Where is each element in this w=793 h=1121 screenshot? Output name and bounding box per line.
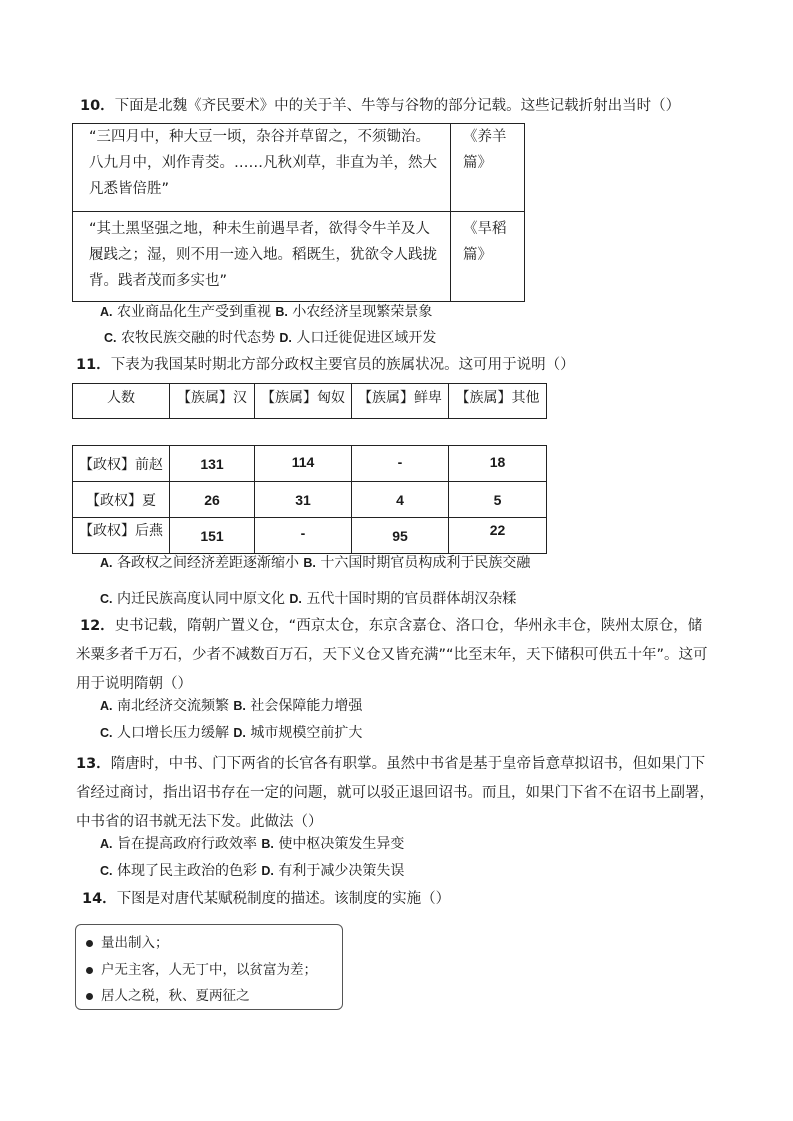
q12-options-ab: A. 南北经济交流频繁 B. 社会保障能力增强 [100, 698, 363, 714]
q11-header-count: 人数 [73, 384, 170, 419]
tax-description-box [75, 924, 343, 1010]
q13-options-ab: A. 旨在提高政府行政效率 B. 使中枢决策发生异变 [100, 836, 405, 852]
q11-data-table [72, 445, 547, 554]
table-row [73, 212, 525, 302]
q11-cell: 18 [449, 446, 547, 482]
q11-cell: 151 [170, 518, 255, 554]
q10-stem: 10．下面是北魏《齐民要术》中的关于羊、牛等与谷物的部分记载。这些记载折射出当时（） [80, 98, 681, 114]
q11-cell: 131 [170, 446, 255, 482]
q11-cell: 114 [255, 446, 352, 482]
bullet-icon [86, 967, 93, 974]
table-row [73, 124, 525, 212]
q11-header-xianbei: 【族属】鲜卑 [352, 384, 449, 419]
q11-cell: 95 [352, 518, 449, 554]
q11-header-other: 【族属】其他 [449, 384, 547, 419]
bullet-icon [86, 993, 93, 1000]
q11-options-ab: A. 各政权之间经济差距逐渐缩小 B. 十六国时期官员构成利于民族交融 [100, 555, 531, 571]
q11-cell: 31 [255, 482, 352, 518]
q11-header-table [72, 383, 547, 419]
box-line: 居人之税，秋、夏两征之 [86, 984, 250, 1004]
q13-stem: 13．隋唐时，中书、门下两省的长官各有职掌。虽然中书省是基于皇帝旨意草拟诏书，但如果门下省经过商讨，指出诏书存在一定的问题，就可以驳正退回诏书。而且，如果门下省不在诏书上副署，中书省的诏书就无法下发。此做法（） [76, 756, 714, 830]
q10-options-cd: C. 农牧民族交融的时代态势 D. 人口迁徙促进区域开发 [104, 330, 437, 346]
table-row [73, 518, 547, 554]
q11-options-cd: C. 内迁民族高度认同中原文化 D. 五代十国时期的官员群体胡汉杂糅 [100, 591, 517, 607]
bullet-icon [86, 940, 93, 947]
table-row [73, 482, 547, 518]
q10-source-2: 《旱稻篇》 [451, 212, 525, 302]
box-line: 户无主客，人无丁中，以贫富为差； [86, 958, 317, 978]
q12-stem: 12．史书记载，隋朝广置义仓，“西京太仓，东京含嘉仓、洛口仓，华州永丰仓，陕州太原仓，储米粟多者千万石，少者不减数百万石，天下义仓又皆充满”“比至末年，天下储积可供五十年”。这可用于说明隋朝（） [76, 618, 708, 692]
q13-options-cd: C. 体现了民主政治的色彩 D. 有利于减少决策失误 [100, 863, 405, 879]
q11-cell: - [352, 446, 449, 482]
q11-cell: 22 [449, 518, 547, 554]
table-row [73, 446, 547, 482]
box-line: 量出制入； [86, 931, 169, 951]
q10-quote-1: “三四月中，种大豆一顷，杂谷并草留之，不须锄治。八九月中，刈作青茭。……凡秋刈草，非直为羊，然大凡悉皆倍胜” [73, 124, 451, 212]
q11-cell: - [255, 518, 352, 554]
q14-stem: 14．下图是对唐代某赋税制度的描述。该制度的实施（） [82, 891, 451, 907]
q11-cell: 26 [170, 482, 255, 518]
q11-cell: 5 [449, 482, 547, 518]
q11-header-xiongnu: 【族属】匈奴 [255, 384, 352, 419]
q10-quote-2: “其土黑坚强之地，种未生前遇旱者，欲得令牛羊及人履践之；湿，则不用一迹入地。稻既生，犹欲令人践拢背。践者茂而多实也” [73, 212, 451, 302]
q11-regime-label: 【政权】后燕 [73, 518, 170, 554]
q11-header-han: 【族属】汉 [170, 384, 255, 419]
q11-regime-label: 【政权】夏 [73, 482, 170, 518]
q10-options-ab: A. 农业商品化生产受到重视 B. 小农经济呈现繁荣景象 [100, 304, 433, 320]
q11-cell: 4 [352, 482, 449, 518]
q10-source-1: 《养羊篇》 [451, 124, 525, 212]
q11-regime-label: 【政权】前赵 [73, 446, 170, 482]
q11-header-row [73, 384, 547, 419]
q11-stem: 11．下表为我国某时期北方部分政权主要官员的族属状况。这可用于说明（） [76, 357, 575, 373]
q10-table [72, 123, 525, 302]
q12-options-cd: C. 人口增长压力缓解 D. 城市规模空前扩大 [100, 725, 363, 741]
